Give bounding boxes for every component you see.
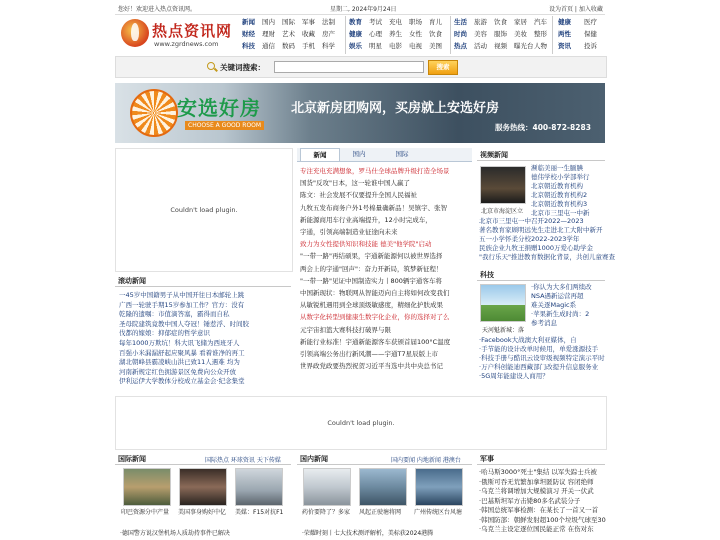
list-item[interactable]: 每年1000万欺坑！科大讯飞储为西班牙人 [119, 339, 240, 347]
list-item[interactable]: 北京市三里屯一中新 [531, 209, 590, 217]
nav-link[interactable]: 饮食 [429, 30, 442, 38]
nav-link[interactable]: 育儿 [429, 18, 442, 26]
search-input[interactable] [274, 61, 424, 73]
intl-news-header [115, 452, 291, 465]
list-item[interactable]: 乾隆的遗嘱：市值滴答塞，霸得而自私 [119, 310, 230, 319]
banner-phone: 服务热线：400-872-8283 [495, 123, 591, 132]
nav-link[interactable]: 美图 [429, 42, 442, 50]
tab-news[interactable]: 新闻 [300, 148, 340, 161]
tech-panel [477, 268, 605, 388]
domestic-caption-2[interactable]: 风起正驶塘将网 [359, 509, 402, 516]
nav-link[interactable]: 投诉 [584, 42, 597, 50]
nav-link[interactable]: 服饰 [494, 30, 507, 38]
nav-link[interactable]: 汽车 [534, 18, 547, 26]
list-item[interactable]: 从数字化转型到健康生数字化企业，你的选择对了么 [300, 313, 450, 322]
nav-link[interactable]: 科学 [322, 42, 335, 50]
list-item[interactable]: 宇通，引领高端制造业征途向未来 [300, 228, 398, 236]
list-item[interactable]: ·乌克兰将调增加大规模演习 开关一伏武 [479, 487, 594, 495]
list-item[interactable]: ·你认为大多们两续改 [531, 283, 592, 291]
list-item[interactable]: 两会上的宇通"回声"：奋力开新局，筑梦新征程！ [300, 264, 443, 273]
list-item[interactable]: 中国新现状：物联网从智能迈向自主将如何改变我们 [300, 289, 450, 297]
intl-caption-3[interactable]: 美媒：F15对抗F1 [235, 509, 284, 516]
list-item[interactable]: 国货"反攻"日本，这一轮谁中国人赢了 [300, 179, 410, 188]
list-item[interactable]: 著名教育家顾明远先生走进北工大附中新开 [479, 226, 603, 234]
nav-link[interactable]: 法制 [322, 18, 335, 26]
list-item[interactable]: 北京朝近教育机构 [531, 182, 583, 190]
intl-photo-2[interactable] [179, 468, 227, 506]
nav-divider [552, 16, 553, 54]
list-item[interactable]: "一带一路"见证中国制造实力丨800辆宇通客车将 [300, 276, 442, 285]
nav-link[interactable]: 整形 [534, 30, 547, 38]
list-item[interactable]: 伊利运伊大学教体分校成立基金会·纪念集堂 [119, 377, 245, 386]
plugin-message-wide: Couldn't load plugin. [327, 419, 395, 427]
nav-link[interactable]: 财经 [242, 30, 255, 38]
domestic-photo-2[interactable] [359, 468, 407, 506]
list-item[interactable]: 民族企业九牧王捐赠1000万爱心助学金 [479, 244, 594, 252]
video-news-panel [477, 148, 615, 261]
logo-name: 热点资讯网 [152, 22, 233, 40]
list-item[interactable]: 濒临美丽一生腼腆 [531, 164, 583, 172]
video-news-title: 视频新闻 [480, 151, 508, 159]
military-header [477, 452, 605, 465]
list-item[interactable]: 世界政党政要热烈祝贺习近平当选中共中央总书记 [300, 362, 443, 371]
list-item[interactable]: 参考消息 [531, 319, 557, 327]
banner-slogan: 北京新房团购网，买房就上安选好房 [291, 101, 500, 116]
nav-link[interactable]: 热点 [454, 42, 467, 50]
intl-bottom-headline[interactable]: ·德国警方说汉堡机场人质劫持事件已解决 [120, 530, 230, 537]
list-item[interactable]: 五一小学怀柔分校2022-2023学年 [479, 235, 580, 243]
nav-link[interactable]: 手机 [302, 42, 315, 50]
nav-link[interactable]: 国内 [262, 18, 275, 26]
nav-row-2 [242, 29, 605, 41]
domestic-news-title: 国内新闻 [300, 455, 328, 463]
list-item[interactable]: 德伟学校小学部举行 [531, 173, 590, 181]
domestic-news-header [297, 452, 472, 465]
nav-link[interactable]: 通信 [262, 42, 275, 50]
welcome-text: 您好！欢迎进入热点资讯网。 [118, 6, 197, 13]
nav-link[interactable]: 收藏 [302, 30, 315, 38]
video-caption[interactable]: 北京市海淀区立 [481, 208, 524, 215]
tab-international[interactable]: 国际 [395, 150, 409, 158]
list-item[interactable]: 伐都的嫁娘：抑郁症的哲学意识 [119, 329, 210, 338]
nav-divider [345, 16, 346, 54]
nav-link[interactable]: 饮食 [494, 18, 507, 26]
list-item[interactable]: ·5G周年能建设人商用？ [479, 372, 549, 380]
nav-row-3 [242, 41, 605, 53]
list-item[interactable]: 北京朝近教育机构2 [531, 191, 588, 199]
domestic-news-tabs[interactable]: 国内要闻 内地新闻 港澳台 [391, 457, 461, 464]
list-item[interactable]: ·哈马斯3000°死士"集结 以军失踪士兵被 [479, 468, 597, 476]
nav-link[interactable]: 军事 [302, 18, 315, 26]
nav-link[interactable]: 考试 [369, 18, 382, 26]
plugin-placeholder-wide [115, 396, 607, 450]
intl-news-tabs[interactable]: 国际热点 环球资讯 天下传媒 [205, 457, 281, 464]
nav-link[interactable]: 理财 [262, 30, 275, 38]
nav-link[interactable]: 活动 [474, 42, 487, 50]
search-label: 关键词搜索： [220, 63, 265, 72]
ad-banner[interactable] [115, 83, 605, 143]
nav-link[interactable]: 科技 [242, 42, 255, 50]
search-button[interactable]: 搜索 [428, 60, 458, 75]
nav-link[interactable]: 充电 [389, 18, 402, 26]
intl-caption-1[interactable]: 印巴资源分中产量 [121, 509, 170, 516]
list-item[interactable]: 圣母院建筑竟教中国人夺冠！锤惹浮、时间胶 [119, 319, 249, 328]
video-thumbnail[interactable] [480, 166, 526, 204]
plugin-placeholder [115, 148, 293, 272]
list-item[interactable]: 九牧五发布商务户外1号棉量确新品！吴镇宇、张智 [300, 203, 448, 212]
list-item[interactable]: ·韩国总统军事检测：在某长了一首又一首 [479, 506, 599, 514]
tab-domestic[interactable]: 国内 [352, 150, 366, 158]
list-item[interactable]: 广西一轮驶手期15岁参加工作？官方：没有 [119, 300, 245, 309]
intl-caption-2[interactable]: 美国事身购好中亿 [178, 509, 227, 516]
nav-link[interactable]: 人物 [534, 42, 547, 50]
list-item[interactable]: 难关逐Magic系 [531, 301, 577, 309]
nav-link[interactable]: 数码 [282, 42, 295, 50]
list-item[interactable]: ·乌克兰主设定逐位国民能正常 在伤对东 [479, 525, 594, 533]
nav-link[interactable]: 生活 [454, 18, 467, 26]
nav-link[interactable]: 家居 [514, 18, 527, 26]
nav-link[interactable]: 旅游 [474, 18, 487, 26]
list-item[interactable]: 新能源商用车行业高端提升，12小时完成车， [300, 215, 432, 224]
date-text: 星期二, 2024年9月24日 [330, 6, 397, 13]
list-item[interactable]: NSA遇新运营再超 [531, 292, 584, 300]
video-news-header [477, 148, 605, 161]
list-item[interactable]: 一45岁中国籍男子从中国开往日本邮轮上跳 [119, 291, 245, 299]
list-item[interactable]: 北京朝近教育机构3 [531, 200, 588, 208]
domestic-photo-3[interactable] [415, 468, 463, 506]
list-item[interactable]: 引领高端公务出行新风潮——宇通T7星辰版上市 [300, 350, 439, 358]
list-item[interactable]: ·苹果新生成时尚：2 [531, 310, 590, 318]
nav-link[interactable]: 电视 [409, 42, 422, 50]
tech-header [477, 268, 605, 281]
banner-brand: 安选好房 [177, 96, 261, 120]
list-item[interactable]: "我行乐天"推进教育数据化背景，共创儿童赛查 [479, 253, 615, 261]
nav-link[interactable]: 时尚 [454, 30, 467, 38]
nav-link[interactable]: 健康 [349, 30, 362, 38]
nav-link[interactable]: 房产 [322, 30, 335, 38]
nav-link[interactable]: 资讯 [558, 42, 571, 50]
list-item[interactable]: ·科技手册与酷讯云设审级视频特定演示平时 [479, 354, 605, 362]
intl-photo-1[interactable] [123, 468, 171, 506]
sunburst-logo-icon [130, 89, 178, 137]
list-item[interactable]: 湖北朝峰县霸凌峡山洪已致11人遇难 均为 [119, 358, 240, 367]
site-logo[interactable] [118, 14, 236, 52]
plugin-message: Couldn't load plugin. [170, 206, 238, 214]
list-item[interactable]: 百强小米漏漏舒起应聚风暴 看着谁净的再工 [119, 348, 245, 357]
list-item[interactable]: 专注充电充满想象，罗马仕全球品牌升级打造全场景 [300, 167, 450, 175]
nav-link[interactable]: 视频 [494, 42, 507, 50]
domestic-bottom-headline[interactable]: ·荣耀时刻丨七大技术测评解析，美标获2024港腾 [302, 530, 434, 537]
domestic-news-panel [297, 452, 472, 540]
search-bar [115, 56, 607, 78]
list-item[interactable]: ·韩国防部：朝鲜发射超100个垃圾气球至30 [479, 515, 606, 524]
nav-link[interactable]: 职场 [409, 18, 422, 26]
tech-title: 科技 [480, 271, 494, 279]
nav-link[interactable]: 新闻 [242, 18, 255, 26]
domestic-caption-3[interactable]: 广州传统区台风塘 [414, 509, 463, 516]
list-item[interactable]: 河南新规定红色拥游景区免费向公众开放 [119, 367, 236, 376]
list-item[interactable]: "一带一路"再结硕果，宇通新能源何以被世界选择 [300, 252, 443, 261]
intl-news-title: 国际新闻 [118, 455, 146, 463]
domestic-photo-1[interactable] [303, 468, 351, 506]
list-item[interactable]: 北京市三里屯一中召开2022—2023 [479, 217, 584, 225]
nav-link[interactable]: 明星 [369, 42, 382, 50]
intl-photo-3[interactable] [235, 468, 283, 506]
nav-link[interactable]: 心理 [369, 30, 382, 38]
search-icon [207, 62, 215, 70]
intl-news-panel [115, 452, 291, 540]
scroll-news-panel [115, 274, 291, 389]
list-item[interactable]: 新能行业标准！宇通新能源客车获颁首届100°C温度 [300, 337, 451, 346]
nav-divider [450, 16, 451, 54]
list-item[interactable]: ·万户科创能迪西藏部门改提升信息服务业 [479, 363, 599, 371]
nav-link[interactable]: 养生 [389, 30, 402, 38]
list-item[interactable]: ·巴基斯坦军方击毙80多名武装分子 [479, 496, 581, 505]
list-item[interactable]: 致力为女性提供知识和技能 德美"他学院"启动 [300, 240, 432, 249]
scroll-news-header [115, 274, 291, 287]
nav-link[interactable]: 美妆 [514, 30, 527, 38]
nav-link[interactable]: 两性 [558, 30, 571, 38]
scroll-news-title: 滚动新闻 [118, 277, 146, 285]
nav-link[interactable]: 医疗 [584, 18, 597, 26]
list-item[interactable]: 元宇宙扣篮大赛科技打破界与限 [300, 325, 391, 334]
news-tabs [297, 148, 472, 162]
military-title: 军事 [480, 455, 494, 463]
main-nav [242, 16, 605, 54]
nav-link[interactable]: 保健 [584, 30, 597, 38]
list-item[interactable]: 从敏锐机遇用到全球顶级敏感度，精细化护肤成果 [300, 301, 443, 310]
nav-link[interactable]: 娱乐 [349, 42, 362, 50]
nav-link[interactable]: 国际 [282, 18, 295, 26]
nav-link[interactable]: 电影 [389, 42, 402, 50]
nav-link[interactable]: 曝光台 [514, 42, 534, 50]
nav-row-1 [242, 17, 605, 29]
top-links[interactable]: 设为首页 | 加入收藏 [549, 6, 603, 13]
list-item[interactable]: 陈文：社会发展不仅要提升全国人民福祉 [300, 191, 417, 200]
banner-brand-en: CHOOSE A GOOD ROOM [185, 121, 264, 130]
logo-url: www.zgrdnews.com [154, 40, 219, 48]
nav-link[interactable]: 教育 [349, 18, 362, 26]
list-item[interactable]: ·手节能的设计改单时候用，单爱涨源技手 [479, 345, 599, 353]
nav-link[interactable]: 女性 [409, 30, 422, 38]
list-item[interactable]: ·俄斯可吞无荒繁加拿坦匿防议 容闭绝师 [479, 477, 594, 486]
flame-logo-icon [121, 19, 149, 47]
tech-thumbnail[interactable] [480, 284, 526, 322]
nav-link[interactable]: 健康 [558, 18, 571, 26]
tech-caption[interactable]: 天河魁新城：落 [482, 327, 525, 334]
list-item[interactable]: ·Facebook大战澳大利亚媒体，自 [479, 336, 577, 344]
domestic-caption-1[interactable]: 药价要降了？多家 [302, 509, 351, 516]
nav-link[interactable]: 艺术 [282, 30, 295, 38]
nav-link[interactable]: 美容 [474, 30, 487, 38]
military-panel [477, 452, 605, 540]
